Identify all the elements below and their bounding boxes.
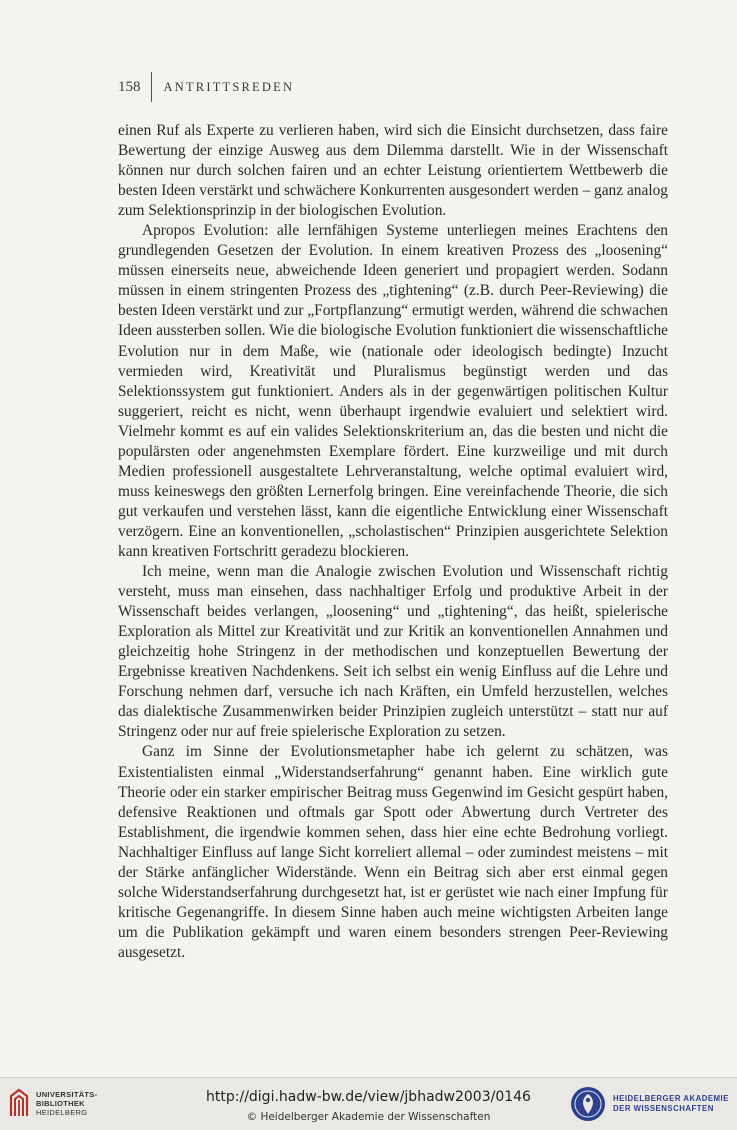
- paragraph-4: Ganz im Sinne der Evolutionsmetapher habe ich gelernt zu schätzen, was Existentialisten einmal „Widerstandserfahrung“ genannt haben. Eine wirklich gute Theorie oder ein starker empirischer Beitrag muss Gegenwind im Gesicht gespürt haben, defensive Reaktionen und oftmals gar Spott oder Abwertung durch Vertreter des Establishment, die irgendwie kommen sehen, dass hier eine echte Bedrohung vorliegt. Nachhaltiger Einfluss auf lange Sicht korreliert allemal – oder zumindest meistens – mit der Stärke anfänglicher Widerstände. Wenn ein Beitrag sich aber erst einmal gegen solche Widerstandserfahrung durchgesetzt hat, ist er gerüstet wie nach einer Impfung für kritische Gegenangriffe. In diesem Sinne haben auch meine wichtigsten Arbeiten lange um die Publikation gekämpft und waren einem besonders strengen Peer-Reviewing ausgesetzt.: [118, 743, 668, 961]
- academy-logo-text: HEIDELBERGER AKADEMIE DER WISSENSCHAFTEN: [613, 1094, 729, 1113]
- paragraph-2: Apropos Evolution: alle lernfähigen Systeme unterliegen meines Erachtens den grundlegenden Gesetzen der Evolution. In einem kreativen Prozess des „loosening“ müssen einerseits neue, abweichende Ideen generiert und propagiert werden. Sodann müssen in einem stringenten Prozess des „tightening“ (z.B. durch Peer-Reviewing) die besten Ideen verstärkt und zur „Fortpflanzung“ ermutigt werden, während die schwachen Ideen aussterben sollen. Wie die biologische Evolution funktioniert die wissenschaftliche Evolution nur in dem Maße, wie (nationale oder ideologisch bedingte) Inzucht vermieden wird, Kreativität und Pluralismus begünstigt werden und das Selektionssystem gut funktioniert. Anders als in der gegenwärtigen politischen Kultur suggeriert, reicht es nicht, wenn überhaupt irgendwie evaluiert und selektiert wird. Vielmehr kommt es auf ein valides Selektionskriterium an, das die besten und nicht die populärsten oder angenehmsten Exemplare fördert. Eine kurzweilige und mit durch Medien professionell ausgestaltete Lehrveranstaltung, welche optimal evaluiert wird, muss keineswegs den größten Lernerfolg bringen. Eine vereinfachende Theorie, die sich gut verkaufen und verstehen lässt, kann die eigentliche Entwicklung einer Wissenschaft verzögern. Eine an konventionellen, „scholastischen“ Prinzipien ausgerichtete Selektion kann kreativen Fortschritt geradezu blockieren.: [118, 222, 669, 560]
- header-divider: [151, 72, 152, 102]
- page-number: 158: [118, 78, 141, 95]
- library-logo-text: UNIVERSITÄTS- BIBLIOTHEK HEIDELBERG: [36, 1089, 98, 1117]
- copyright-notice: © Heidelberger Akademie der Wissenschaften: [246, 1111, 491, 1123]
- academy-logo[interactable]: [569, 1085, 729, 1123]
- viewer-footer: [0, 1077, 737, 1130]
- academy-seal-icon: [569, 1085, 607, 1123]
- paragraph-3: Ich meine, wenn man die Analogie zwischen Evolution und Wissenschaft richtig versteht, muss man einsehen, dass nachhaltiger Erfolg und produktive Arbeit in der Wissenschaft beides verlangen, „loosening“ und „tightening“, das heißt, spielerische Exploration als Mittel zur Kreativität und zur Kritik an konventionellen Annahmen und gleichzeitig hohe Stringenz in der methodischen und konzeptuellen Bewertung der Ergebnisse kreativen Nachdenkens. Seit ich selbst ein wenig Einfluss auf die Lehre und Forschung nehmen darf, versuche ich nach Kräften, ein Umfeld herzustellen, welches das dialektische Zusammenwirken beider Prinzipien zugleich unterstützt – statt nur auf Stringenz oder nur auf freie spielerische Exploration zu setzen.: [118, 563, 668, 741]
- running-title: ANTRITTSREDEN: [163, 79, 295, 94]
- permalink-url[interactable]: http://digi.hadw-bw.de/view/jbhadw2003/0146: [206, 1089, 531, 1105]
- paragraph-1: einen Ruf als Experte zu verlieren haben, wird sich die Einsicht durchsetzen, dass faire Bewertung der einzige Ausweg aus dem Dilemma darstellt. Wie in der Wissenschaft können nur durch solchen fairen und an echter Leistung orientiertem Wettbewerb die besten Ideen verstärkt und schwächere Konkurrenten ausgesondert werden – ganz analog zum Selektionsprinzip in der biologischen Evolution.: [118, 122, 668, 220]
- page-header: [118, 72, 294, 102]
- body-text: [118, 121, 668, 963]
